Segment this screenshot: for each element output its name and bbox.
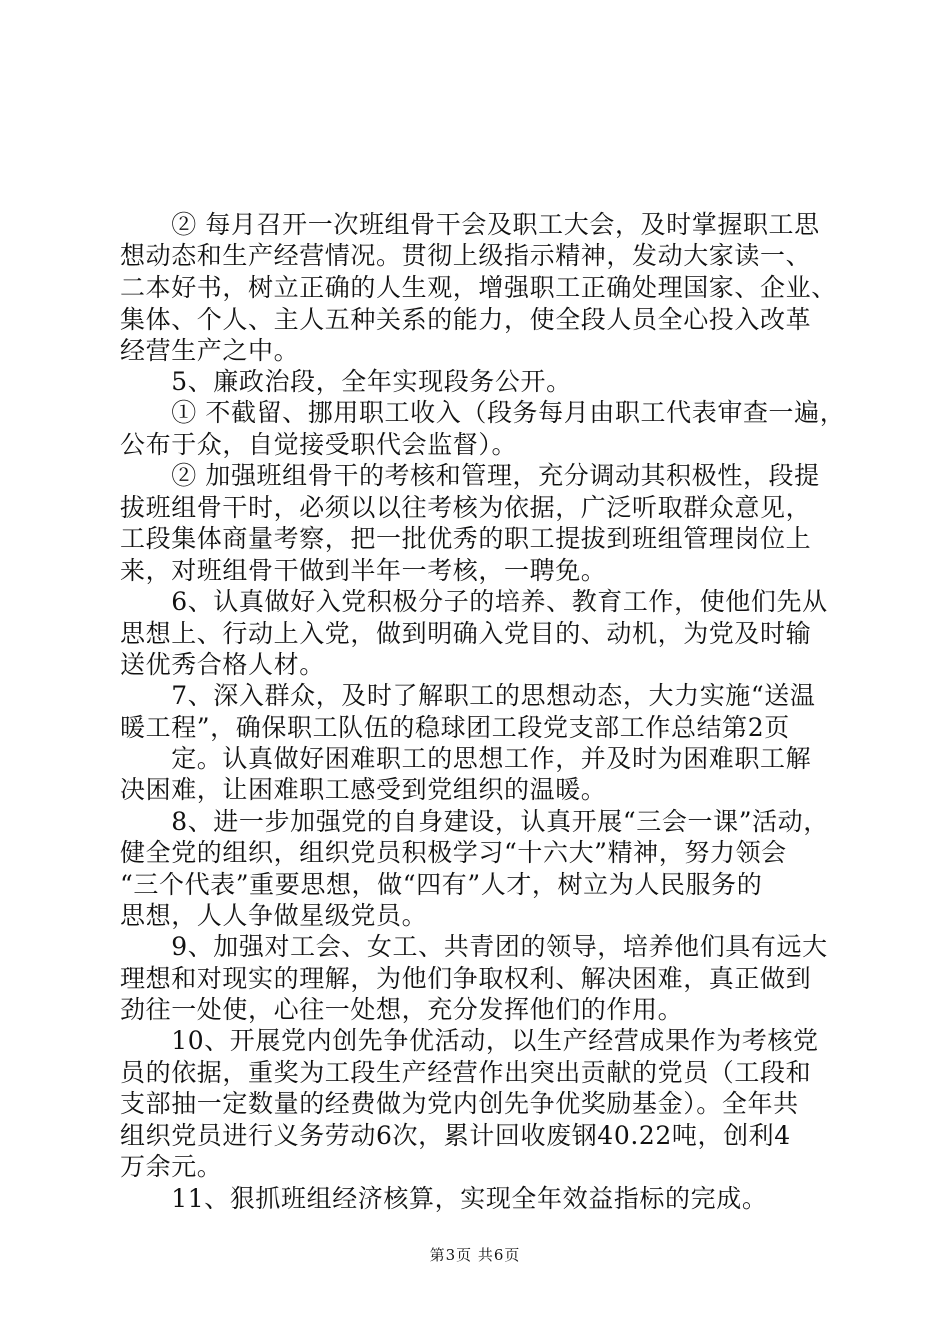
text-line: 工段集体商量考察，把一批优秀的职工提拔到班组管理岗位上 [120, 524, 812, 553]
text-line: 拔班组骨干时，必须以以往考核为依据，广泛听取群众意见， [120, 493, 812, 522]
text-line: 想动态和生产经营情况。贯彻上级指示精神，发动大家读一、 [120, 241, 812, 270]
text-line: 公布于众，自觉接受职代会监督）。 [120, 430, 518, 459]
text-line: 暖工程”，确保职工队伍的稳球团工段党支部工作总结第2页 [120, 713, 790, 742]
text-line: 7、深入群众，及时了解职工的思想动态，大力实施“送温 [120, 681, 816, 710]
text-line: 10、开展党内创先争优活动，以生产经营成果作为考核党 [120, 1026, 819, 1055]
text-line: 员的依据，重奖为工段生产经营作出突出贡献的党员（工段和 [120, 1058, 812, 1087]
text-line: 送优秀合格人材。 [120, 650, 325, 679]
text-line: 来，对班组骨干做到半年一考核，一聘免。 [120, 556, 607, 585]
text-line: 组织党员进行义务劳动6次，累计回收废钢40.22吨，创利4 [120, 1121, 791, 1150]
page-footer: 第3页 共6页 [429, 1246, 521, 1264]
text-line: 决困难，让困难职工感受到党组织的温暖。 [120, 775, 607, 804]
text-line: ① 不截留、挪用职工收入（段务每月由职工代表审查一遍， [120, 398, 846, 427]
text-line: 集体、个人、主人五种关系的能力，使全段人员全心投入改革 [120, 305, 812, 334]
text-line: 健全党的组织，组织党员积极学习“十六大”精神，努力领会 [120, 838, 787, 867]
text-line: 劲往一处使，心往一处想，充分发挥他们的作用。 [120, 995, 684, 1024]
text-line: 8、进一步加强党的自身建设，认真开展“三会一课”活动， [120, 807, 829, 836]
text-line: 5、廉政治段，全年实现段务公开。 [120, 367, 572, 396]
text-line: 经营生产之中。 [120, 336, 300, 365]
text-line: 万余元。 [120, 1152, 223, 1181]
text-line: ② 加强班组骨干的考核和管理，充分调动其积极性，段提 [120, 461, 820, 490]
text-line: 理想和对现实的理解，为他们争取权利、解决困难，真正做到 [120, 964, 812, 993]
text-line: 11、狠抓班组经济核算，实现全年效益指标的完成。 [120, 1184, 768, 1213]
text-line: 思想上、行动上入党，做到明确入党目的、动机，为党及时输 [120, 619, 812, 648]
text-line: 思想，人人争做星级党员。 [120, 901, 428, 930]
text-line: 二本好书，树立正确的人生观，增强职工正确处理国家、企业、 [120, 273, 837, 302]
text-line: 6、认真做好入党积极分子的培养、教育工作，使他们先从 [120, 587, 828, 616]
text-line: “三个代表”重要思想，做“四有”人才，树立为人民服务的 [120, 870, 763, 899]
text-line: 定。认真做好困难职工的思想工作，并及时为困难职工解 [120, 744, 812, 773]
text-line: 支部抽一定数量的经费做为党内创先争优奖励基金）。全年共 [120, 1089, 799, 1118]
text-line: ② 每月召开一次班组骨干会及职工大会，及时掌握职工思 [120, 210, 820, 239]
text-line: 9、加强对工会、女工、共青团的领导，培养他们具有远大 [120, 932, 828, 961]
